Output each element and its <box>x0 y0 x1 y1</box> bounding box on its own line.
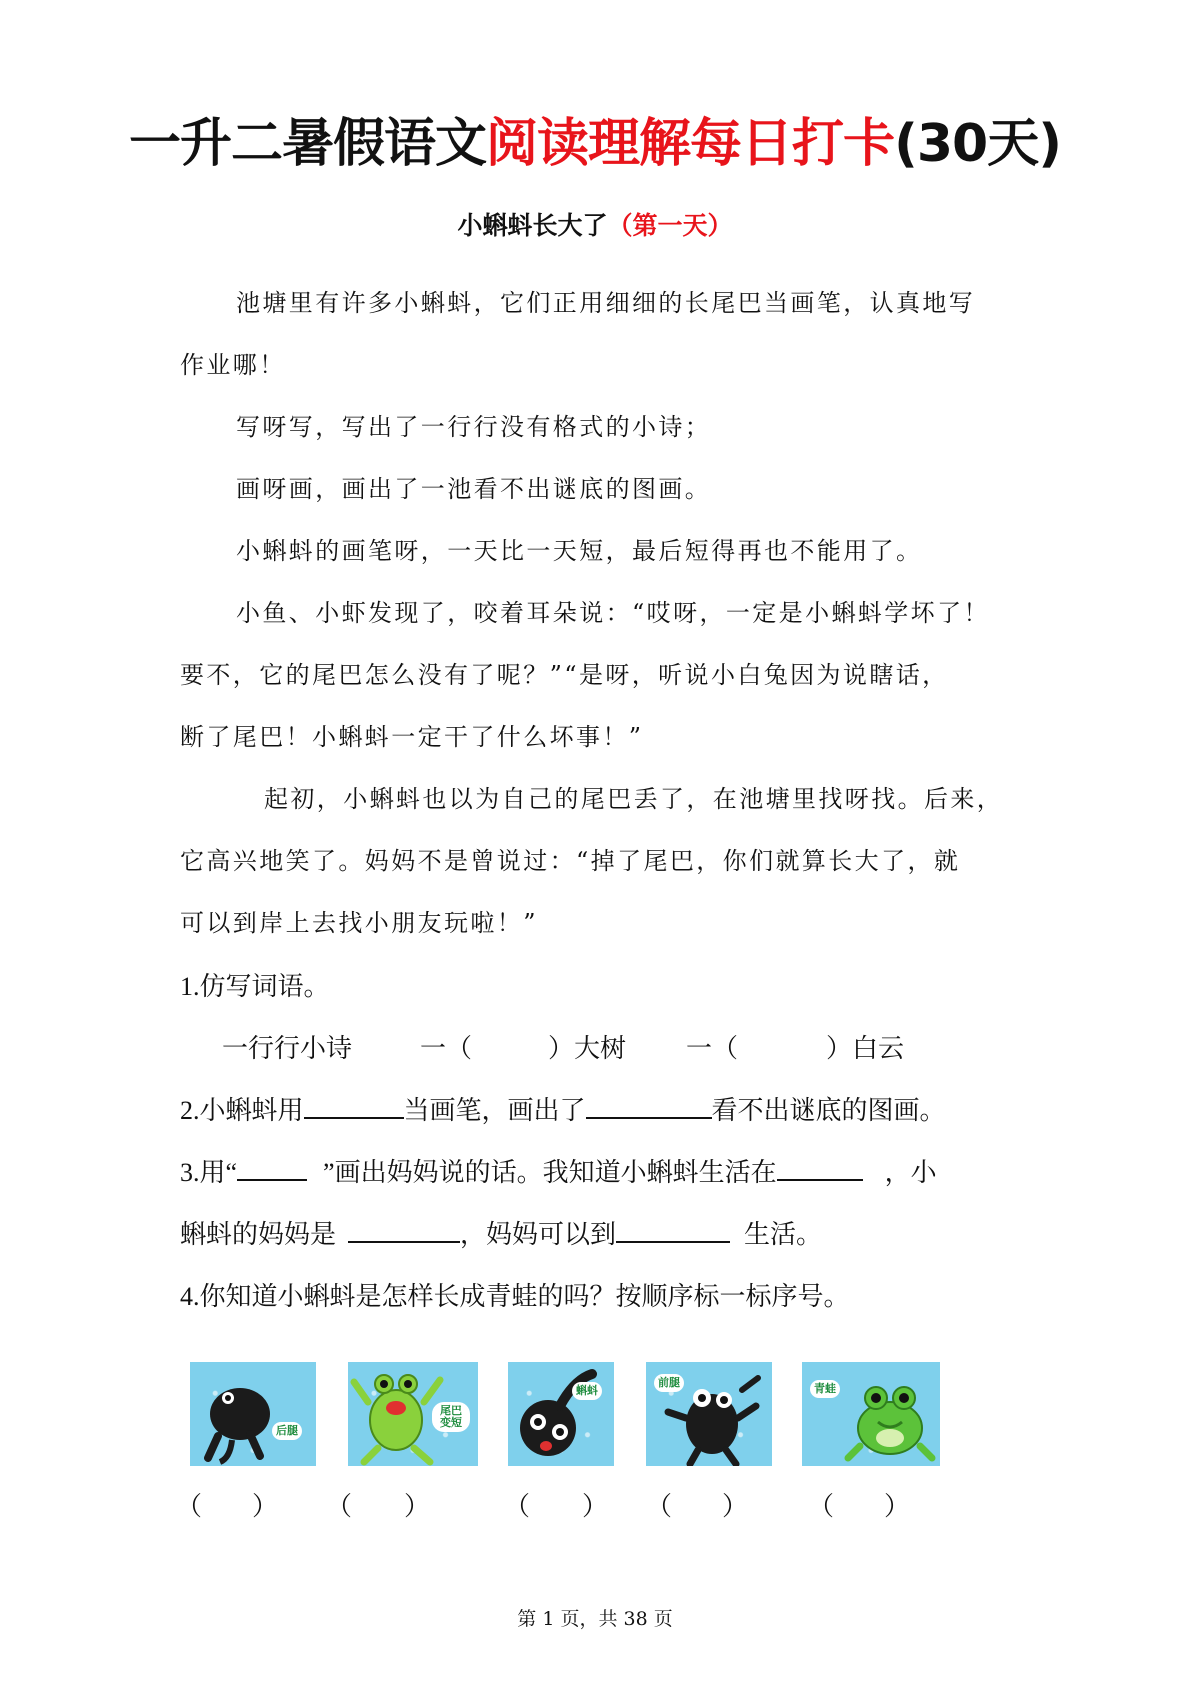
passage-p6-line1: 起初，小蝌蚪也以为自己的尾巴丢了，在池塘里找呀找。后来， <box>264 785 1004 813</box>
q2-blank-1[interactable] <box>304 1087 404 1119</box>
tadpole-back-legs-icon <box>190 1362 316 1466</box>
question-4: 4.你知道小蝌蚪是怎样长成青蛙的吗？按顺序标一标序号。 <box>180 1282 850 1311</box>
story-day: （第一天） <box>607 211 733 240</box>
picture-frog <box>802 1362 940 1466</box>
answer-5-close: ） <box>884 1492 911 1521</box>
answer-5-open: （ <box>808 1492 835 1521</box>
q2-text-a: 2.小蝌蚪用 <box>180 1096 304 1125</box>
passage-p6-line2: 它高兴地笑了。妈妈不是曾说过：“掉了尾巴，你们就算长大了，就 <box>180 847 961 875</box>
answer-3-open: （ <box>504 1492 531 1521</box>
q1-example: 一行行小诗 <box>222 1034 353 1063</box>
passage-p5-line1: 小鱼、小虾发现了，咬着耳朵说：“哎呀，一定是小蝌蚪学坏了！ <box>236 599 990 627</box>
story-title <box>0 209 1190 243</box>
frog-icon <box>802 1362 940 1466</box>
title-red: 阅读理解每日打卡 <box>486 114 895 174</box>
passage-p6-line3: 可以到岸上去找小朋友玩啦！” <box>180 909 538 937</box>
passage-p2: 写呀写，写出了一行行没有格式的小诗； <box>236 413 712 441</box>
tadpole-icon <box>508 1362 614 1466</box>
q3-text-f: 生活。 <box>744 1220 823 1249</box>
picture-3-label: 蝌蚪 <box>572 1382 602 1400</box>
page-title <box>0 112 1190 176</box>
answer-4-open: （ <box>646 1492 673 1521</box>
growth-pictures <box>0 1362 1190 1472</box>
picture-back-legs <box>190 1362 316 1466</box>
q2-text-c: 看不出谜底的图画。 <box>711 1096 946 1125</box>
picture-front-legs <box>646 1362 772 1466</box>
q3-text-d: 蝌蚪的妈妈是 <box>180 1220 337 1249</box>
q1-item-a-open: 一（ <box>420 1034 473 1063</box>
title-black: 一升二暑假语文 <box>129 114 487 174</box>
passage-p1-line1: 池塘里有许多小蝌蚪，它们正用细细的长尾巴当画笔，认真地写 <box>236 289 976 317</box>
answer-parens-row <box>0 1486 1190 1526</box>
answer-2-close: ） <box>404 1492 431 1521</box>
q3-text-e: ，妈妈可以到 <box>460 1220 617 1249</box>
question-1: 1.仿写词语。 <box>180 972 330 1001</box>
passage-p3: 画呀画，画出了一池看不出谜底的图画。 <box>236 475 712 503</box>
q2-blank-2[interactable] <box>586 1087 712 1119</box>
q3-text-c: ，小 <box>884 1158 937 1187</box>
q2-text-b: 当画笔，画出了 <box>403 1096 586 1125</box>
answer-4-close: ） <box>722 1492 749 1521</box>
passage-p5-line2: 要不，它的尾巴怎么没有了呢？”“是呀，听说小白兔因为说瞎话， <box>180 661 949 689</box>
picture-tadpole <box>508 1362 614 1466</box>
title-tail: (30天) <box>894 114 1061 174</box>
q3-blank-place[interactable] <box>616 1211 730 1243</box>
page-footer: 第 1 页，共 38 页 <box>517 1608 673 1630</box>
picture-tail-shortened <box>348 1362 478 1466</box>
question-3-line1 <box>180 1142 1010 1204</box>
q3-blank-habitat[interactable] <box>777 1149 863 1181</box>
q3-blank-mother[interactable] <box>348 1211 460 1243</box>
q3-blank-mark[interactable] <box>237 1149 307 1181</box>
picture-5-label: 青蛙 <box>810 1380 840 1398</box>
passage-p5-line3: 断了尾巴！小蝌蚪一定干了什么坏事！” <box>180 723 644 751</box>
q3-text-a: 3.用“ <box>180 1158 238 1187</box>
answer-3-close: ） <box>582 1492 609 1521</box>
q3-text-b: ”画出妈妈说的话。我知道小蝌蚪生活在 <box>323 1158 777 1187</box>
question-1-items <box>180 1018 1010 1080</box>
q1-item-a-close: ）大树 <box>548 1034 627 1063</box>
answer-2-open: （ <box>326 1492 353 1521</box>
q1-item-b-open: 一（ <box>686 1034 739 1063</box>
picture-2-label: 尾巴变短 <box>432 1402 470 1432</box>
story-title-text: 小蝌蚪长大了 <box>457 211 608 240</box>
picture-1-label: 后腿 <box>272 1422 302 1440</box>
answer-1-open: （ <box>176 1492 203 1521</box>
passage-p1-line2: 作业哪！ <box>180 351 286 379</box>
question-2 <box>180 1080 1010 1142</box>
passage-p4: 小蝌蚪的画笔呀，一天比一天短，最后短得再也不能用了。 <box>236 537 923 565</box>
picture-4-label: 前腿 <box>654 1374 684 1392</box>
q1-item-b-close: ）白云 <box>826 1034 905 1063</box>
answer-1-close: ） <box>252 1492 279 1521</box>
question-3-line2 <box>180 1204 1010 1266</box>
